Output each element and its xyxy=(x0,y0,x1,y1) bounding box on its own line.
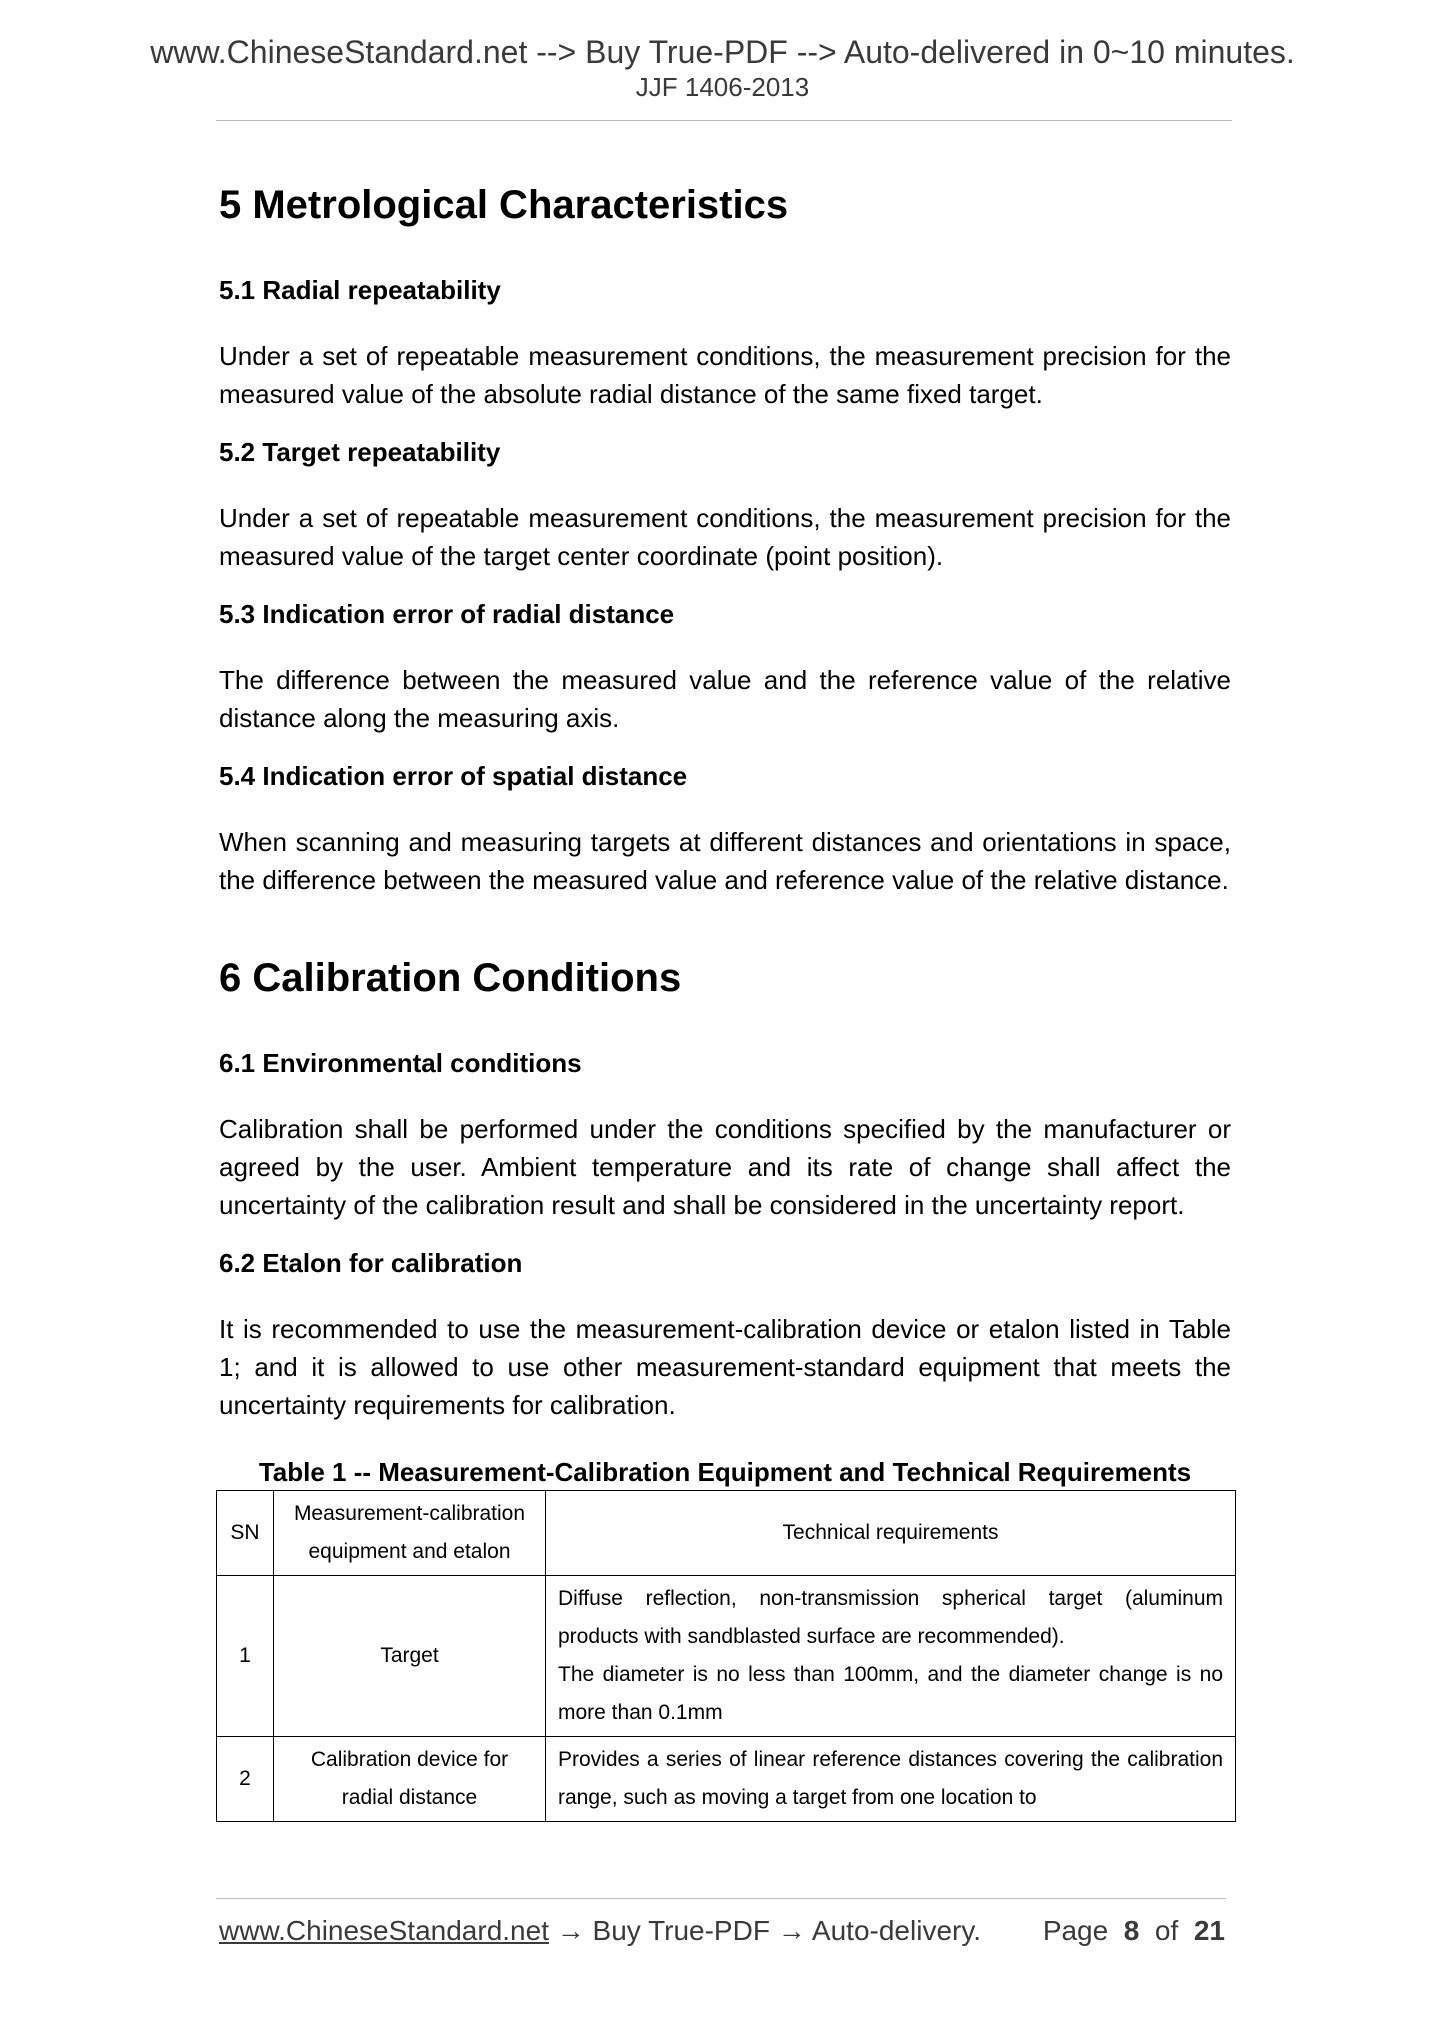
table-header-row xyxy=(217,1491,1236,1576)
section-6-2-text: It is recommended to use the measurement-calibration device or etalon listed in Table 1; and it is allowed to use other measurement-standard equipment that meets the uncertainty requirements for calibration. xyxy=(219,1314,1231,1420)
section-6-1-title: 6.1 Environmental conditions xyxy=(219,1048,582,1078)
section-5-2-title: 5.2 Target repeatability xyxy=(219,437,501,467)
header-divider xyxy=(216,120,1232,121)
total-pages: 21 xyxy=(1193,1915,1225,1946)
section-5-4-text: When scanning and measuring targets at different distances and orientations in space, the difference between the measured value and reference value of the relative distance. xyxy=(219,827,1231,895)
standard-code: JJF 1406-2013 xyxy=(635,72,810,102)
table-row xyxy=(217,1576,1236,1737)
table-1 xyxy=(216,1490,1236,1822)
requirement-line: Diffuse reflection, non-transmission spherical target (aluminum products with sandblasted surface are recommended). xyxy=(558,1587,1223,1648)
section-5-3-title: 5.3 Indication error of radial distance xyxy=(219,599,675,629)
section-5-3-text: The difference between the measured value and the reference value of the relative distance along the measuring axis. xyxy=(219,665,1231,733)
footer-text: → Buy True-PDF → Auto-delivery. xyxy=(548,1915,982,1946)
site-link[interactable]: www.ChineseStandard.net xyxy=(219,1915,549,1946)
cell-equipment: Calibration device for radial distance xyxy=(274,1737,546,1822)
of-label: of xyxy=(1154,1915,1179,1946)
table-row xyxy=(217,1737,1236,1822)
cell-sn: 2 xyxy=(217,1737,274,1822)
section-5-title: 5 Metrological Characteristics xyxy=(219,183,789,227)
header-requirements: Technical requirements xyxy=(546,1491,1236,1576)
document-body xyxy=(219,170,1231,1822)
footer-divider xyxy=(216,1898,1226,1899)
section-6-1-text: Calibration shall be performed under the conditions specified by the manufacturer or agreed by the user. Ambient temperature and its rate of change shall affect the uncertainty of the calibration result and shall be considered in the uncertainty report. xyxy=(219,1114,1231,1220)
section-5-2-text: Under a set of repeatable measurement conditions, the measurement precision for the measured value of the target center coordinate (point position). xyxy=(219,503,1231,571)
cell-requirements xyxy=(546,1576,1236,1737)
cell-sn: 1 xyxy=(217,1576,274,1737)
section-5-4-title: 5.4 Indication error of spatial distance xyxy=(219,761,688,791)
section-5-1-title: 5.1 Radial repeatability xyxy=(219,275,501,305)
header-equipment: Measurement-calibration equipment and etalon xyxy=(274,1491,546,1576)
cell-equipment: Target xyxy=(274,1576,546,1737)
section-6-title: 6 Calibration Conditions xyxy=(219,956,682,1000)
page-indicator xyxy=(1043,1915,1225,1947)
header-sn: SN xyxy=(217,1491,274,1576)
page-number: 8 xyxy=(1123,1915,1140,1946)
section-5-1-text: Under a set of repeatable measurement conditions, the measurement precision for the measured value of the absolute radial distance of the same fixed target. xyxy=(219,341,1231,409)
cell-requirements xyxy=(546,1737,1236,1822)
section-6-2-title: 6.2 Etalon for calibration xyxy=(219,1248,523,1278)
page-label: Page xyxy=(1042,1915,1109,1946)
requirement-line: Provides a series of linear reference distances covering the calibration range, such as moving a target from one location to xyxy=(558,1748,1223,1809)
header-banner: www.ChineseStandard.net --> Buy True-PDF --> Auto-delivered in 0~10 minutes. xyxy=(150,34,1295,70)
requirement-line: The diameter is no less than 100mm, and the diameter change is no more than 0.1mm xyxy=(558,1663,1223,1724)
table-1-title: Table 1 -- Measurement-Calibration Equipment and Technical Requirements xyxy=(258,1457,1192,1487)
footer-left xyxy=(219,1915,981,1947)
